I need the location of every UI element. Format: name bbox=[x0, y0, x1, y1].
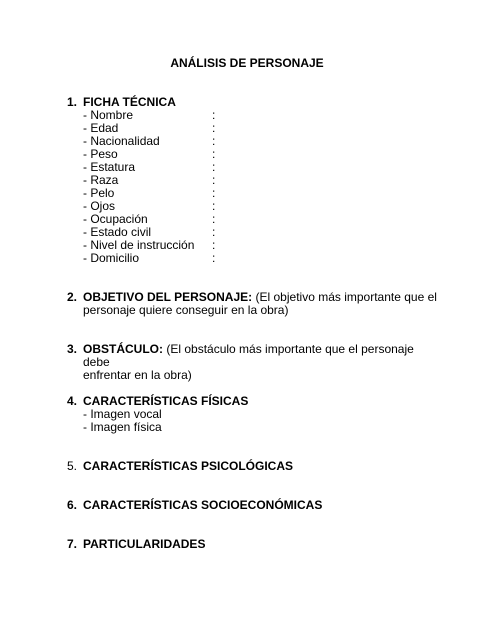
field-separator: : bbox=[212, 212, 216, 226]
section-particularidades bbox=[67, 538, 437, 551]
field-label: - Edad bbox=[83, 121, 119, 135]
field-row bbox=[83, 109, 437, 122]
field-separator: : bbox=[212, 199, 216, 213]
field-label: - Ojos bbox=[83, 199, 116, 213]
field-label: - Ocupación bbox=[83, 212, 148, 226]
field-label: - Nivel de instrucción bbox=[83, 238, 195, 252]
field-separator: : bbox=[212, 147, 216, 161]
section-heading: CARACTERÍSTICAS SOCIOECONÓMICAS bbox=[83, 498, 323, 512]
section-objetivo bbox=[67, 291, 437, 317]
section-heading: CARACTERÍSTICAS FÍSICAS bbox=[83, 394, 249, 408]
field-row bbox=[83, 135, 437, 148]
section-caracteristicas-psicologicas bbox=[67, 460, 437, 473]
field-separator: : bbox=[212, 225, 216, 239]
section-number: 7. bbox=[67, 537, 78, 551]
field-row bbox=[83, 148, 437, 161]
section-description: (El objetivo más importante que el bbox=[255, 290, 437, 304]
section-number: 4. bbox=[67, 394, 78, 408]
section-number: 5. bbox=[67, 459, 78, 473]
document-title: ANÁLISIS DE PERSONAJE bbox=[170, 56, 324, 70]
field-label: - Estado civil bbox=[83, 225, 152, 239]
section-number: 6. bbox=[67, 498, 78, 512]
section-caracteristicas-fisicas bbox=[67, 395, 437, 434]
section-heading: OBJETIVO DEL PERSONAJE: bbox=[83, 290, 253, 304]
field-separator: : bbox=[212, 238, 216, 252]
section-description: (El obstáculo más importante que el personaje debe bbox=[83, 342, 414, 369]
field-separator: : bbox=[212, 160, 216, 174]
section-number: 1. bbox=[67, 95, 78, 109]
section-heading: CARACTERÍSTICAS PSICOLÓGICAS bbox=[83, 459, 294, 473]
field-list bbox=[83, 109, 437, 265]
field-label: - Raza bbox=[83, 173, 119, 187]
list-item: - Imagen vocal bbox=[83, 407, 162, 421]
field-separator: : bbox=[212, 173, 216, 187]
section-ficha-tecnica bbox=[67, 96, 437, 265]
field-label: - Domicilio bbox=[83, 251, 140, 265]
field-label: - Nombre bbox=[83, 108, 134, 122]
section-heading: PARTICULARIDADES bbox=[83, 537, 206, 551]
field-label: - Estatura bbox=[83, 160, 136, 174]
section-heading: FICHA TÉCNICA bbox=[83, 95, 176, 109]
field-row bbox=[83, 161, 437, 174]
section-obstaculo bbox=[67, 343, 437, 382]
field-label: - Nacionalidad bbox=[83, 134, 160, 148]
field-row bbox=[83, 252, 437, 265]
field-separator: : bbox=[212, 121, 216, 135]
field-separator: : bbox=[212, 134, 216, 148]
field-label: - Peso bbox=[83, 147, 118, 161]
section-heading: OBSTÁCULO: bbox=[83, 342, 163, 356]
field-separator: : bbox=[212, 186, 216, 200]
field-separator: : bbox=[212, 251, 216, 265]
section-number: 2. bbox=[67, 290, 78, 304]
list-item: - Imagen física bbox=[83, 420, 162, 434]
field-label: - Pelo bbox=[83, 186, 115, 200]
field-row bbox=[83, 187, 437, 200]
section-description-continued: enfrentar en la obra) bbox=[83, 368, 192, 382]
section-description-continued: personaje quiere conseguir en la obra) bbox=[83, 303, 289, 317]
field-row bbox=[83, 174, 437, 187]
field-separator: : bbox=[212, 108, 216, 122]
section-number: 3. bbox=[67, 342, 78, 356]
section-caracteristicas-socioeconomicas bbox=[67, 499, 437, 512]
